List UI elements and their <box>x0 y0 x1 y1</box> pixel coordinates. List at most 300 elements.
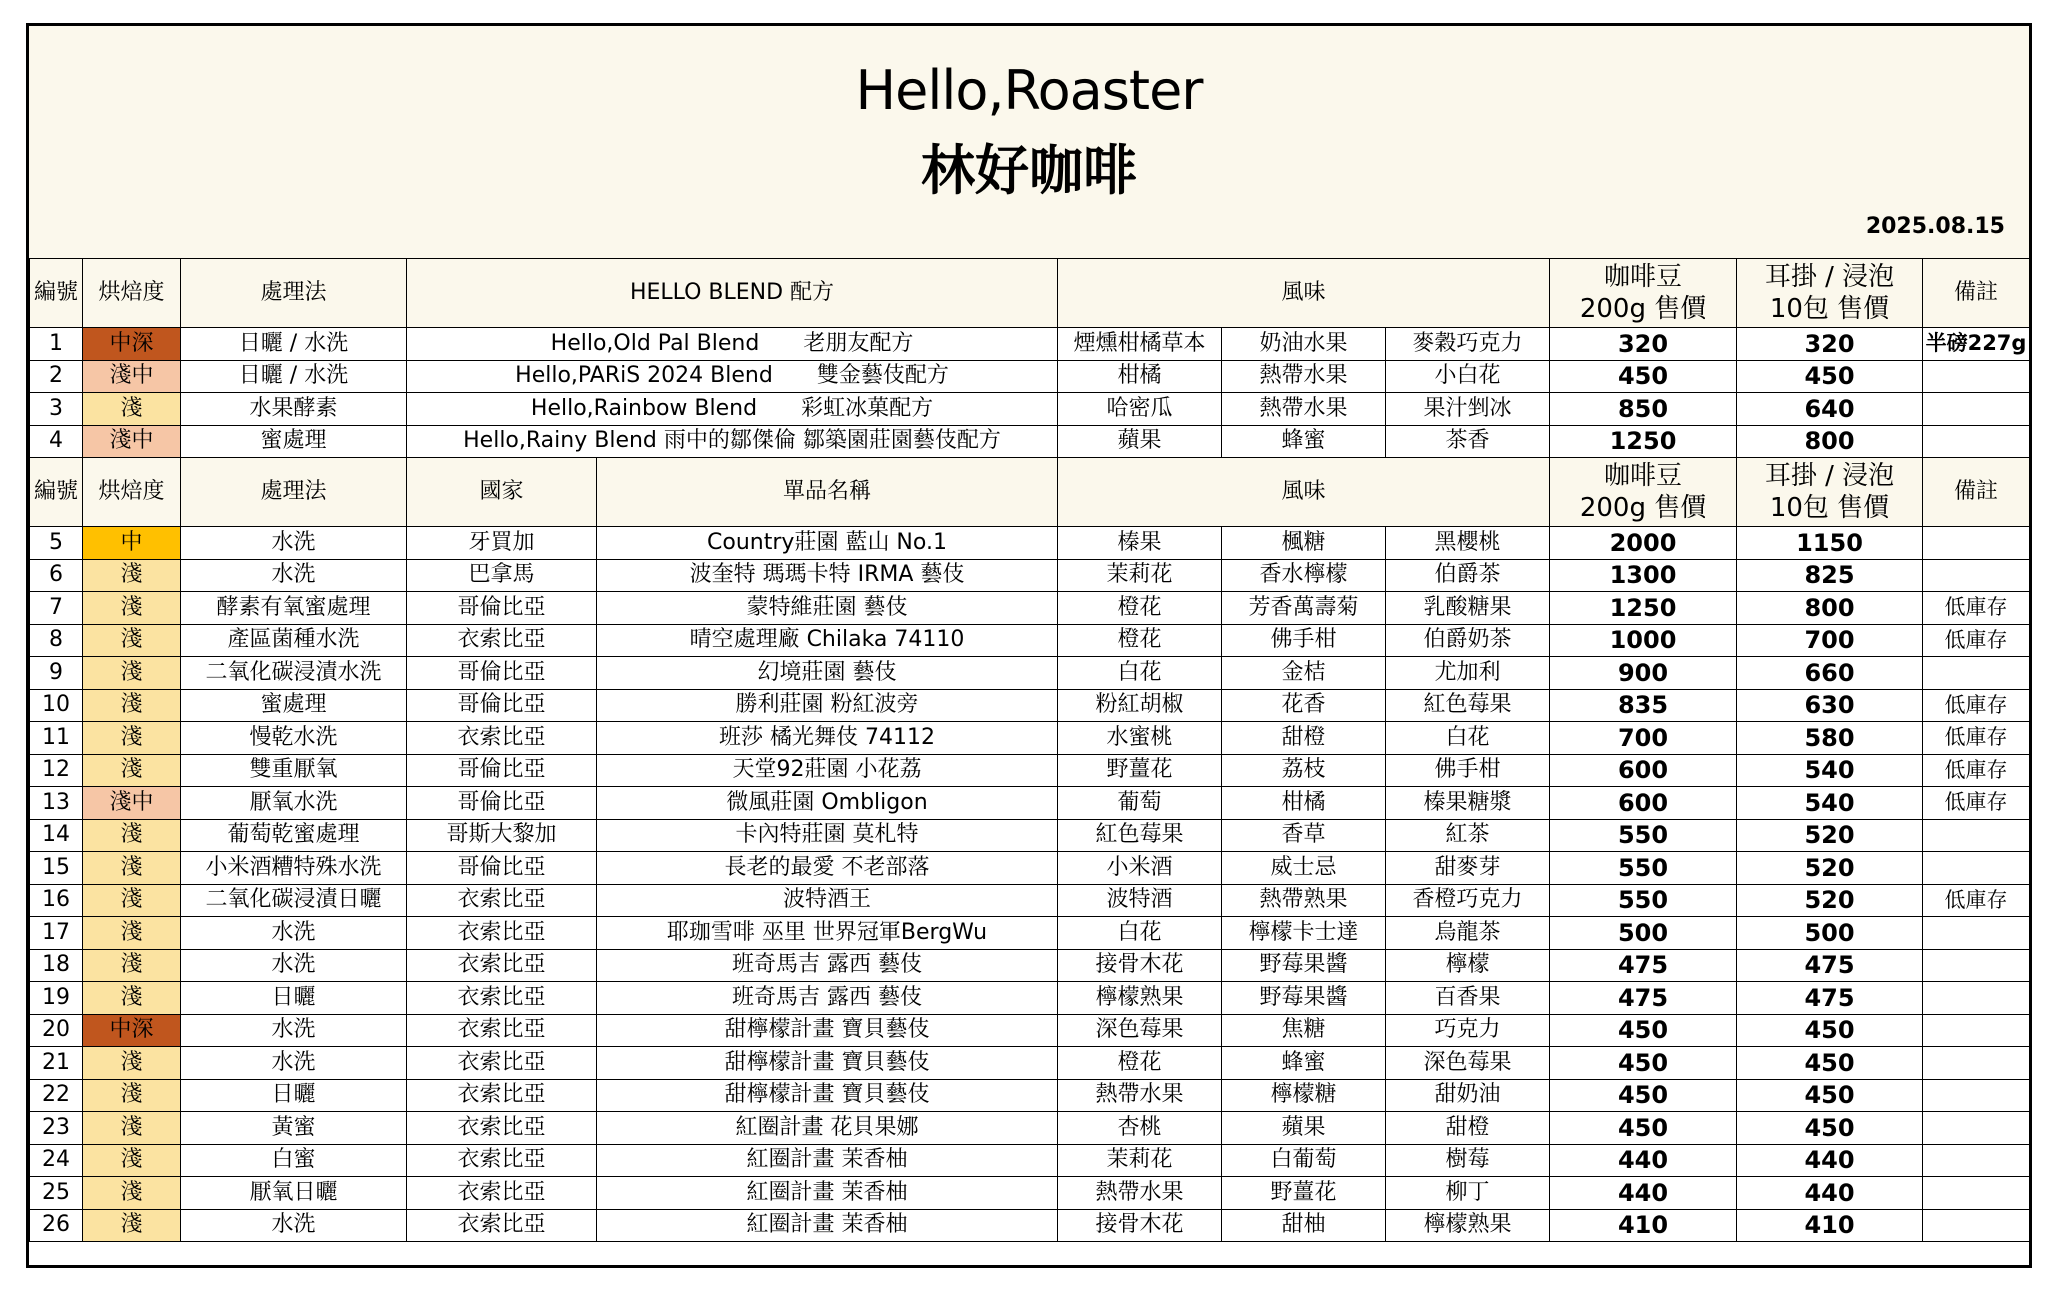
roast-level: 淺 <box>83 1079 181 1112</box>
col-header-flavor: 風味 <box>1058 259 1550 328</box>
remark <box>1923 1014 2030 1047</box>
blend-name: Hello,Rainbow Blend <box>530 395 758 421</box>
bean-price: 450 <box>1550 1112 1737 1145</box>
blend-row <box>30 328 2030 361</box>
flavor-note-3: 果汁剉冰 <box>1386 393 1550 426</box>
roast-level: 淺 <box>83 819 181 852</box>
roast-level: 中深 <box>83 1014 181 1047</box>
bean-price: 320 <box>1550 328 1737 361</box>
item-number: 17 <box>30 917 83 950</box>
flavor-note-1: 蘋果 <box>1058 425 1222 458</box>
process-method: 產區菌種水洗 <box>181 624 407 657</box>
bean-price: 2000 <box>1550 527 1737 560</box>
drip-price: 540 <box>1737 787 1923 820</box>
drip-price: 410 <box>1737 1209 1923 1242</box>
roast-level: 淺 <box>83 884 181 917</box>
origin-country: 哥倫比亞 <box>407 657 597 690</box>
item-number: 13 <box>30 787 83 820</box>
flavor-note-1: 葡萄 <box>1058 787 1222 820</box>
col-header-country: 國家 <box>407 458 597 527</box>
bean-name: 天堂92莊園 小花荔 <box>597 754 1058 787</box>
item-number: 16 <box>30 884 83 917</box>
item-number: 6 <box>30 559 83 592</box>
process-method: 厭氧日曬 <box>181 1177 407 1210</box>
origin-country: 牙買加 <box>407 527 597 560</box>
flavor-note-2: 香草 <box>1222 819 1386 852</box>
col-header-no: 編號 <box>30 259 83 328</box>
single-origin-row <box>30 1209 2030 1242</box>
flavor-note-2: 熱帶水果 <box>1222 360 1386 393</box>
origin-country: 衣索比亞 <box>407 722 597 755</box>
remark <box>1923 819 2030 852</box>
item-number: 7 <box>30 592 83 625</box>
flavor-note-2: 白葡萄 <box>1222 1144 1386 1177</box>
flavor-note-2: 蜂蜜 <box>1222 425 1386 458</box>
flavor-note-3: 檸檬 <box>1386 949 1550 982</box>
single-origin-row <box>30 1079 2030 1112</box>
drip-price: 450 <box>1737 1079 1923 1112</box>
bean-price: 1250 <box>1550 592 1737 625</box>
bean-price: 410 <box>1550 1209 1737 1242</box>
col-header-flavor: 風味 <box>1058 458 1550 527</box>
flavor-note-2: 甜柚 <box>1222 1209 1386 1242</box>
flavor-note-3: 麥穀巧克力 <box>1386 328 1550 361</box>
flavor-note-2: 柑橘 <box>1222 787 1386 820</box>
process-method: 日曬 <box>181 1079 407 1112</box>
remark: 低庫存 <box>1923 722 2030 755</box>
item-number: 21 <box>30 1047 83 1080</box>
single-origin-row <box>30 787 2030 820</box>
item-number: 12 <box>30 754 83 787</box>
remark <box>1923 1047 2030 1080</box>
flavor-note-3: 柳丁 <box>1386 1177 1550 1210</box>
blend-alias: 彩虹冰菓配方 <box>801 395 934 421</box>
process-method: 慢乾水洗 <box>181 722 407 755</box>
bean-price: 450 <box>1550 1047 1737 1080</box>
roast-level: 淺 <box>83 1144 181 1177</box>
origin-country: 衣索比亞 <box>407 1014 597 1047</box>
blend-recipe <box>407 393 1058 426</box>
flavor-note-3: 紅色莓果 <box>1386 689 1550 722</box>
process-method: 酵素有氧蜜處理 <box>181 592 407 625</box>
drip-price: 320 <box>1737 328 1923 361</box>
blend-alias: 雙金藝伎配方 <box>816 363 949 389</box>
item-number: 8 <box>30 624 83 657</box>
flavor-note-2: 檸檬卡士達 <box>1222 917 1386 950</box>
drip-price: 1150 <box>1737 527 1923 560</box>
blend-row <box>30 393 2030 426</box>
roast-level: 淺 <box>83 592 181 625</box>
flavor-note-1: 橙花 <box>1058 1047 1222 1080</box>
single-origin-row <box>30 949 2030 982</box>
single-origin-row <box>30 527 2030 560</box>
origin-country: 哥斯大黎加 <box>407 819 597 852</box>
roast-level: 淺 <box>83 657 181 690</box>
bean-price: 450 <box>1550 1014 1737 1047</box>
single-origin-row <box>30 1047 2030 1080</box>
bean-name: 蒙特維莊園 藝伎 <box>597 592 1058 625</box>
single-origin-row <box>30 1177 2030 1210</box>
item-number: 18 <box>30 949 83 982</box>
item-number: 3 <box>30 393 83 426</box>
remark <box>1923 360 2030 393</box>
item-number: 19 <box>30 982 83 1015</box>
blend-recipe-wrap <box>407 330 1057 356</box>
flavor-note-3: 伯爵茶 <box>1386 559 1550 592</box>
price-table-body <box>30 259 2030 1242</box>
flavor-note-1: 粉紅胡椒 <box>1058 689 1222 722</box>
blend-header-row <box>30 259 2030 328</box>
blend-recipe <box>407 360 1058 393</box>
bean-name: 紅圈計畫 茉香柚 <box>597 1177 1058 1210</box>
single-origin-row <box>30 592 2030 625</box>
flavor-note-3: 伯爵奶茶 <box>1386 624 1550 657</box>
drip-price: 475 <box>1737 982 1923 1015</box>
drip-price: 630 <box>1737 689 1923 722</box>
roast-level: 淺 <box>83 1209 181 1242</box>
drip-price: 450 <box>1737 1014 1923 1047</box>
bean-price: 835 <box>1550 689 1737 722</box>
process-method: 日曬 <box>181 982 407 1015</box>
blend-name: Hello,Rainy Blend 雨中的鄒傑倫 鄒築園莊園藝伎配方 <box>463 428 1001 454</box>
remark <box>1923 949 2030 982</box>
remark <box>1923 393 2030 426</box>
remark <box>1923 1112 2030 1145</box>
blend-row <box>30 425 2030 458</box>
bean-name: 紅圈計畫 茉香柚 <box>597 1144 1058 1177</box>
bean-name: 勝利莊園 粉紅波旁 <box>597 689 1058 722</box>
flavor-note-2: 檸檬糖 <box>1222 1079 1386 1112</box>
origin-country: 衣索比亞 <box>407 982 597 1015</box>
process-method: 水洗 <box>181 1014 407 1047</box>
roast-level: 淺 <box>83 949 181 982</box>
flavor-note-1: 茉莉花 <box>1058 559 1222 592</box>
flavor-note-1: 白花 <box>1058 917 1222 950</box>
drip-price: 825 <box>1737 559 1923 592</box>
flavor-note-1: 野薑花 <box>1058 754 1222 787</box>
single-origin-row <box>30 754 2030 787</box>
flavor-note-1: 哈密瓜 <box>1058 393 1222 426</box>
bean-name: 耶珈雪啡 巫里 世界冠軍BergWu <box>597 917 1058 950</box>
flavor-note-3: 白花 <box>1386 722 1550 755</box>
bean-price: 700 <box>1550 722 1737 755</box>
origin-country: 衣索比亞 <box>407 1047 597 1080</box>
col-header-process: 處理法 <box>181 458 407 527</box>
flavor-note-1: 杏桃 <box>1058 1112 1222 1145</box>
single-origin-row <box>30 657 2030 690</box>
bean-price: 500 <box>1550 917 1737 950</box>
flavor-note-3: 黑櫻桃 <box>1386 527 1550 560</box>
bean-name: 班奇馬吉 露西 藝伎 <box>597 982 1058 1015</box>
item-number: 15 <box>30 852 83 885</box>
origin-country: 哥倫比亞 <box>407 852 597 885</box>
bean-price: 440 <box>1550 1177 1737 1210</box>
process-method: 二氧化碳浸漬水洗 <box>181 657 407 690</box>
remark <box>1923 917 2030 950</box>
flavor-note-1: 熱帶水果 <box>1058 1177 1222 1210</box>
bean-name: 波特酒王 <box>597 884 1058 917</box>
bean-name: 班莎 橘光舞伎 74112 <box>597 722 1058 755</box>
blend-name: Hello,Old Pal Blend <box>550 330 760 356</box>
process-method: 蜜處理 <box>181 425 407 458</box>
bean-price: 1000 <box>1550 624 1737 657</box>
bean-price: 600 <box>1550 787 1737 820</box>
item-number: 22 <box>30 1079 83 1112</box>
roast-level: 淺 <box>83 917 181 950</box>
flavor-note-2: 荔枝 <box>1222 754 1386 787</box>
process-method: 葡萄乾蜜處理 <box>181 819 407 852</box>
item-number: 23 <box>30 1112 83 1145</box>
process-method: 水洗 <box>181 1047 407 1080</box>
flavor-note-1: 橙花 <box>1058 592 1222 625</box>
flavor-note-1: 熱帶水果 <box>1058 1079 1222 1112</box>
flavor-note-2: 花香 <box>1222 689 1386 722</box>
remark: 半磅227g <box>1923 328 2030 361</box>
bean-name: 紅圈計畫 花貝果娜 <box>597 1112 1058 1145</box>
flavor-note-3: 茶香 <box>1386 425 1550 458</box>
drip-price: 450 <box>1737 360 1923 393</box>
origin-country: 哥倫比亞 <box>407 592 597 625</box>
bean-name: 晴空處理廠 Chilaka 74110 <box>597 624 1058 657</box>
flavor-note-3: 甜麥芽 <box>1386 852 1550 885</box>
bean-name: 甜檸檬計畫 寶貝藝伎 <box>597 1014 1058 1047</box>
drip-price: 700 <box>1737 624 1923 657</box>
remark: 低庫存 <box>1923 624 2030 657</box>
single-origin-row <box>30 917 2030 950</box>
brand-title-zh: 林好咖啡 <box>921 139 1137 202</box>
process-method: 水果酵素 <box>181 393 407 426</box>
drip-price: 540 <box>1737 754 1923 787</box>
item-number: 11 <box>30 722 83 755</box>
flavor-note-1: 茉莉花 <box>1058 1144 1222 1177</box>
flavor-note-2: 金桔 <box>1222 657 1386 690</box>
origin-country: 衣索比亞 <box>407 1079 597 1112</box>
flavor-note-2: 甜橙 <box>1222 722 1386 755</box>
origin-country: 衣索比亞 <box>407 884 597 917</box>
single-origin-row <box>30 819 2030 852</box>
process-method: 厭氧水洗 <box>181 787 407 820</box>
drip-price: 475 <box>1737 949 1923 982</box>
bean-price: 550 <box>1550 884 1737 917</box>
single-origin-row <box>30 1014 2030 1047</box>
bean-price: 475 <box>1550 982 1737 1015</box>
drip-price: 450 <box>1737 1112 1923 1145</box>
roast-level: 淺 <box>83 624 181 657</box>
flavor-note-1: 白花 <box>1058 657 1222 690</box>
blend-recipe <box>407 328 1058 361</box>
single-origin-row <box>30 982 2030 1015</box>
flavor-note-3: 百香果 <box>1386 982 1550 1015</box>
process-method: 白蜜 <box>181 1144 407 1177</box>
drip-price: 500 <box>1737 917 1923 950</box>
bean-name: 甜檸檬計畫 寶貝藝伎 <box>597 1079 1058 1112</box>
item-number: 24 <box>30 1144 83 1177</box>
remark <box>1923 982 2030 1015</box>
flavor-note-1: 柑橘 <box>1058 360 1222 393</box>
origin-country: 衣索比亞 <box>407 1177 597 1210</box>
origin-country: 巴拿馬 <box>407 559 597 592</box>
col-header-recipe: HELLO BLEND 配方 <box>407 259 1058 328</box>
item-number: 26 <box>30 1209 83 1242</box>
remark <box>1923 1209 2030 1242</box>
process-method: 二氧化碳浸漬日曬 <box>181 884 407 917</box>
remark <box>1923 852 2030 885</box>
process-method: 水洗 <box>181 559 407 592</box>
bean-price: 450 <box>1550 1079 1737 1112</box>
flavor-note-2: 奶油水果 <box>1222 328 1386 361</box>
drip-price: 450 <box>1737 1047 1923 1080</box>
flavor-note-3: 深色莓果 <box>1386 1047 1550 1080</box>
col-header-note: 備註 <box>1923 259 2030 328</box>
flavor-note-3: 巧克力 <box>1386 1014 1550 1047</box>
drip-price: 520 <box>1737 884 1923 917</box>
blend-recipe-wrap <box>407 395 1057 421</box>
process-method: 小米酒糟特殊水洗 <box>181 852 407 885</box>
item-number: 9 <box>30 657 83 690</box>
flavor-note-3: 尤加利 <box>1386 657 1550 690</box>
remark <box>1923 1079 2030 1112</box>
single-origin-row <box>30 884 2030 917</box>
bean-price: 450 <box>1550 360 1737 393</box>
roast-level: 中深 <box>83 328 181 361</box>
item-number: 10 <box>30 689 83 722</box>
flavor-note-3: 乳酸糖果 <box>1386 592 1550 625</box>
flavor-note-2: 芳香萬壽菊 <box>1222 592 1386 625</box>
flavor-note-1: 深色莓果 <box>1058 1014 1222 1047</box>
flavor-note-2: 佛手柑 <box>1222 624 1386 657</box>
drip-price: 640 <box>1737 393 1923 426</box>
col-header-no: 編號 <box>30 458 83 527</box>
col-header-roast: 烘焙度 <box>83 259 181 328</box>
flavor-note-2: 香水檸檬 <box>1222 559 1386 592</box>
col-header-bean-price: 咖啡豆 200g 售價 <box>1550 259 1737 328</box>
origin-country: 衣索比亞 <box>407 1144 597 1177</box>
price-list-date: 2025.08.15 <box>1865 214 2005 239</box>
process-method: 水洗 <box>181 949 407 982</box>
flavor-note-1: 檸檬熟果 <box>1058 982 1222 1015</box>
flavor-note-3: 甜奶油 <box>1386 1079 1550 1112</box>
drip-price: 800 <box>1737 592 1923 625</box>
col-header-name: 單品名稱 <box>597 458 1058 527</box>
flavor-note-1: 榛果 <box>1058 527 1222 560</box>
blend-recipe <box>407 425 1058 458</box>
single-origin-row <box>30 1112 2030 1145</box>
drip-price: 440 <box>1737 1177 1923 1210</box>
process-method: 水洗 <box>181 917 407 950</box>
remark: 低庫存 <box>1923 787 2030 820</box>
col-header-bean-price: 咖啡豆 200g 售價 <box>1550 458 1737 527</box>
blend-recipe-wrap <box>407 430 1057 452</box>
item-number: 5 <box>30 527 83 560</box>
drip-price: 520 <box>1737 819 1923 852</box>
flavor-note-3: 佛手柑 <box>1386 754 1550 787</box>
remark: 低庫存 <box>1923 592 2030 625</box>
bean-price: 1250 <box>1550 425 1737 458</box>
bean-name: 微風莊園 Ombligon <box>597 787 1058 820</box>
drip-price: 800 <box>1737 425 1923 458</box>
flavor-note-1: 橙花 <box>1058 624 1222 657</box>
process-method: 雙重厭氧 <box>181 754 407 787</box>
remark <box>1923 1177 2030 1210</box>
flavor-note-2: 威士忌 <box>1222 852 1386 885</box>
roast-level: 淺 <box>83 1047 181 1080</box>
brand-title-en: Hello,Roaster <box>855 59 1203 122</box>
flavor-note-3: 甜橙 <box>1386 1112 1550 1145</box>
drip-price: 440 <box>1737 1144 1923 1177</box>
flavor-note-3: 榛果糖漿 <box>1386 787 1550 820</box>
flavor-note-1: 接骨木花 <box>1058 949 1222 982</box>
col-header-roast: 烘焙度 <box>83 458 181 527</box>
flavor-note-3: 紅茶 <box>1386 819 1550 852</box>
bean-price: 900 <box>1550 657 1737 690</box>
roast-level: 淺 <box>83 982 181 1015</box>
bean-price: 475 <box>1550 949 1737 982</box>
flavor-note-1: 水蜜桃 <box>1058 722 1222 755</box>
roast-level: 淺中 <box>83 360 181 393</box>
flavor-note-1: 紅色莓果 <box>1058 819 1222 852</box>
col-header-drip-price: 耳掛 / 浸泡 10包 售價 <box>1737 259 1923 328</box>
flavor-note-3: 小白花 <box>1386 360 1550 393</box>
roast-level: 淺 <box>83 559 181 592</box>
process-method: 水洗 <box>181 1209 407 1242</box>
remark: 低庫存 <box>1923 689 2030 722</box>
bean-price: 550 <box>1550 852 1737 885</box>
roast-level: 淺 <box>83 852 181 885</box>
bean-name: 卡內特莊園 莫札特 <box>597 819 1058 852</box>
item-number: 20 <box>30 1014 83 1047</box>
bean-price: 550 <box>1550 819 1737 852</box>
item-number: 4 <box>30 425 83 458</box>
process-method: 日曬 / 水洗 <box>181 360 407 393</box>
bean-name: 長老的最愛 不老部落 <box>597 852 1058 885</box>
bean-name: 幻境莊園 藝伎 <box>597 657 1058 690</box>
flavor-note-2: 熱帶熟果 <box>1222 884 1386 917</box>
origin-country: 衣索比亞 <box>407 949 597 982</box>
origin-country: 哥倫比亞 <box>407 787 597 820</box>
col-header-note: 備註 <box>1923 458 2030 527</box>
blend-alias: 老朋友配方 <box>803 330 914 356</box>
process-method: 黃蜜 <box>181 1112 407 1145</box>
roast-level: 中 <box>83 527 181 560</box>
origin-country: 衣索比亞 <box>407 624 597 657</box>
item-number: 1 <box>30 328 83 361</box>
blend-row <box>30 360 2030 393</box>
drip-price: 520 <box>1737 852 1923 885</box>
bean-name: 甜檸檬計畫 寶貝藝伎 <box>597 1047 1058 1080</box>
flavor-note-2: 野莓果醬 <box>1222 949 1386 982</box>
process-method: 水洗 <box>181 527 407 560</box>
roast-level: 淺中 <box>83 787 181 820</box>
origin-country: 衣索比亞 <box>407 1112 597 1145</box>
origin-country: 衣索比亞 <box>407 1209 597 1242</box>
item-number: 25 <box>30 1177 83 1210</box>
col-header-process: 處理法 <box>181 259 407 328</box>
remark <box>1923 425 2030 458</box>
single-header-row <box>30 458 2030 527</box>
drip-price: 580 <box>1737 722 1923 755</box>
item-number: 2 <box>30 360 83 393</box>
flavor-note-2: 野莓果醬 <box>1222 982 1386 1015</box>
flavor-note-1: 波特酒 <box>1058 884 1222 917</box>
single-origin-row <box>30 559 2030 592</box>
drip-price: 660 <box>1737 657 1923 690</box>
roast-level: 淺中 <box>83 425 181 458</box>
bean-name: Country莊園 藍山 No.1 <box>597 527 1058 560</box>
roast-level: 淺 <box>83 393 181 426</box>
flavor-note-3: 樹莓 <box>1386 1144 1550 1177</box>
sheet-header <box>29 26 2029 260</box>
remark <box>1923 559 2030 592</box>
